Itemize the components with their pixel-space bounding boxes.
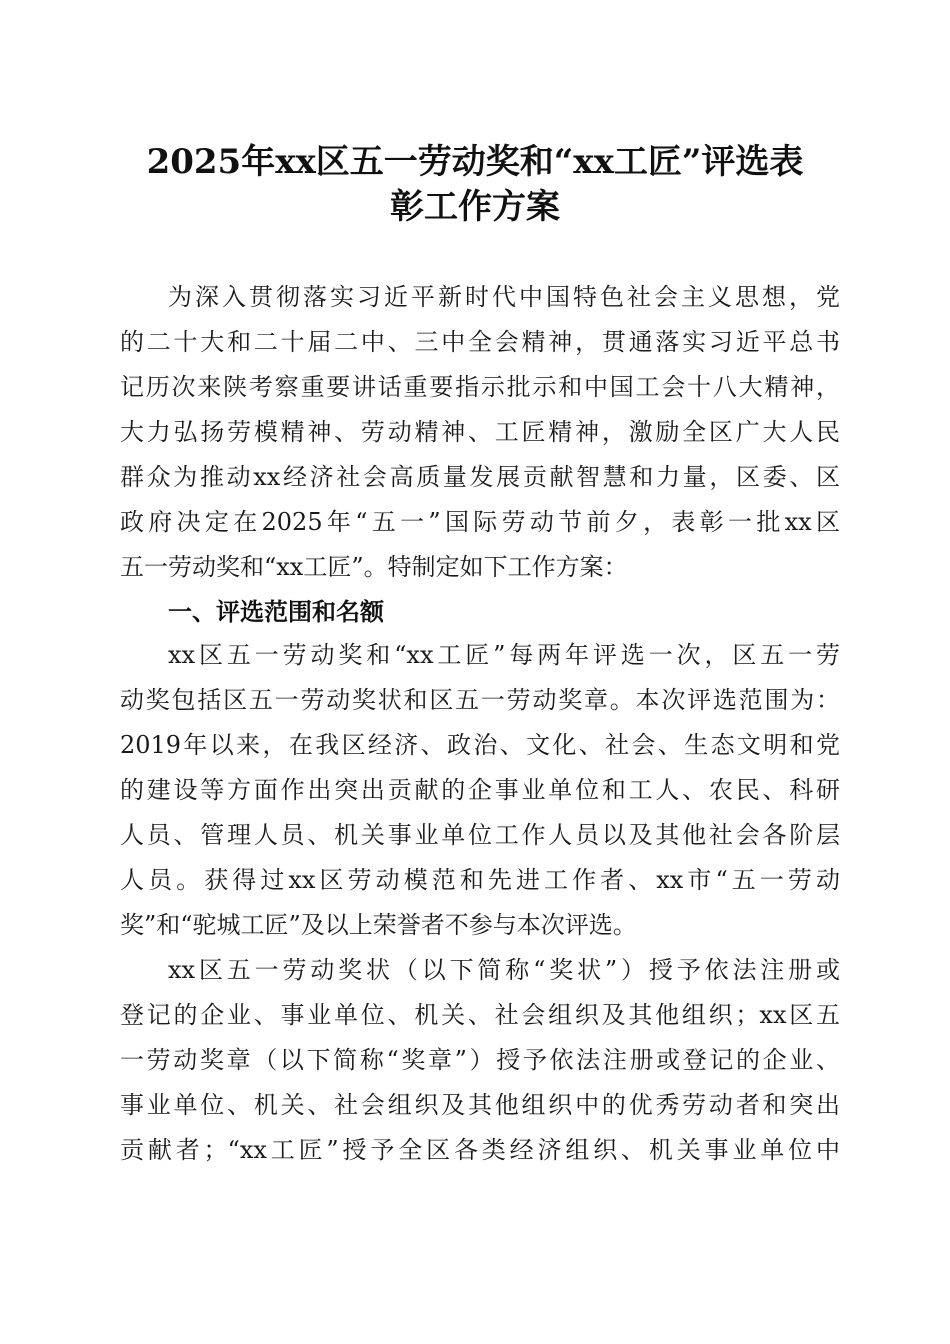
paragraph-line: 为深入贯彻落实习近平新时代中国特色社会主义思想，党 — [168, 283, 840, 311]
paragraph-line: 一劳动奖章（以下简称“奖章”）授予依法注册或登记的企业、 — [120, 1046, 840, 1074]
document-title-line-2: 彰工作方案 — [390, 187, 560, 227]
paragraph-line: 大力弘扬劳模精神、劳动精神、工匠精神，激励全区广大人民 — [120, 418, 840, 446]
paragraph-line: 事业单位、机关、社会组织及其他组织中的优秀劳动者和突出 — [120, 1091, 840, 1119]
paragraph-line: 政府决定在2025年“五一”国际劳动节前夕，表彰一批xx区 — [120, 508, 840, 536]
paragraph-line: 贡献者；“xx工匠”授予全区各类经济组织、机关事业单位中 — [120, 1136, 840, 1164]
paragraph-line: 人员、管理人员、机关事业单位工作人员以及其他社会各阶层 — [120, 821, 840, 849]
paragraph-line: 奖”和“驼城工匠”及以上荣誉者不参与本次评选。 — [120, 911, 637, 939]
paragraph-line: 的建设等方面作出突出贡献的企事业单位和工人、农民、科研 — [120, 776, 840, 804]
section-heading: 一、评选范围和名额 — [168, 598, 384, 626]
paragraph-line: 的二十大和二十届二中、三中全会精神，贯通落实习近平总书 — [120, 328, 840, 356]
paragraph-line: 2019年以来，在我区经济、政治、文化、社会、生态文明和党 — [120, 731, 840, 759]
paragraph-line: 记历次来陕考察重要讲话重要指示批示和中国工会十八大精神， — [120, 373, 840, 401]
paragraph-line: xx区五一劳动奖状（以下简称“奖状”）授予依法注册或 — [168, 956, 840, 984]
paragraph-line: 群众为推动xx经济社会高质量发展贡献智慧和力量，区委、区 — [120, 463, 840, 491]
paragraph-line: 人员。获得过xx区劳动模范和先进工作者、xx市“五一劳动 — [120, 866, 840, 894]
document-title-line-1: 2025年xx区五一劳动奖和“xx工匠”评选表 — [146, 142, 804, 182]
paragraph-line: xx区五一劳动奖和“xx工匠”每两年评选一次，区五一劳 — [168, 641, 840, 669]
paragraph-line: 五一劳动奖和“xx工匠”。特制定如下工作方案： — [120, 553, 628, 581]
paragraph-line: 动奖包括区五一劳动奖状和区五一劳动奖章。本次评选范围为： — [120, 686, 840, 714]
paragraph-line: 登记的企业、事业单位、机关、社会组织及其他组织；xx区五 — [120, 1001, 840, 1029]
